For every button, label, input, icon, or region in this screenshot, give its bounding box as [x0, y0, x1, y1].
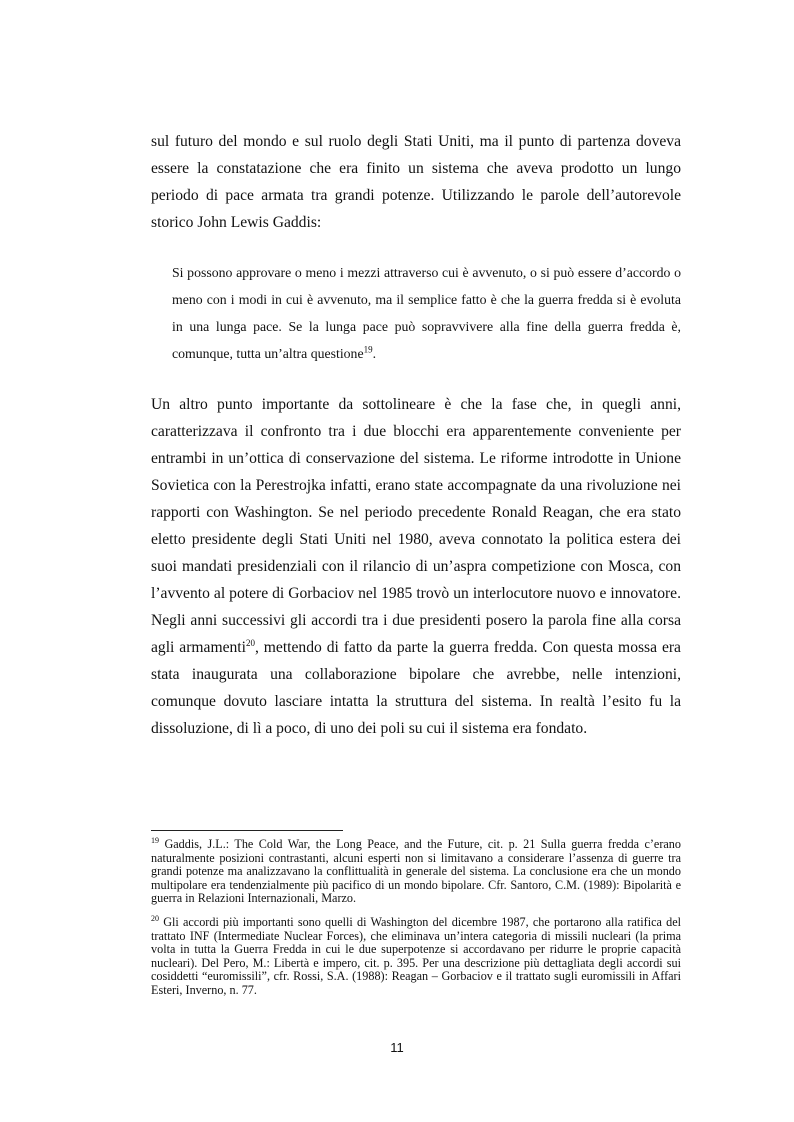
block-quote-text: Si possono approvare o meno i mezzi attraverso cui è avvenuto, o si può essere d’accordo o meno con i modi in cui è avvenuto, ma il semplice fatto è che la guerra fredda si è evoluta in una lunga pace. Se la lunga pace può sopravvivere alla fine della guerra fredda è, comunque, tutta un’altra questione [172, 265, 681, 361]
footnote-19 [151, 835, 681, 906]
page-number: 11 [390, 1040, 404, 1055]
footnote-19-number: 19 [151, 835, 159, 845]
footnote-20-text: Gli accordi più importanti sono quelli di Washington del dicembre 1987, che portarono alla ratifica del trattato INF (Intermediate Nuclear Forces), che eliminava un’intera categoria di missili nucleari (la prima volta in tutta la Guerra Fredda in cui le due superpotenze si accordavano per ridurre le proprie capacità nucleari). Del Pero, M.: Libertà e impero, cit. p. 395. Per una descrizione più dettagliata degli accordi sui cosiddetti “euromissili”, cfr. Rossi, S.A. (1988): Reagan – Gorbaciov e il trattato sugli euromissili in Affari Esteri, Inverno, n. 77. [151, 915, 681, 997]
body-paragraph-1: sul futuro del mondo e sul ruolo degli Stati Uniti, ma il punto di partenza doveva essere la constatazione che era finito un sistema che aveva prodotto un lungo periodo di pace armata tra grandi potenze. Utilizzando le parole dell’autorevole storico John Lewis Gaddis: [151, 133, 681, 231]
footnote-19-text: Gaddis, J.L.: The Cold War, the Long Peace, and the Future, cit. p. 21 Sulla guerra fredda c’erano naturalmente posizioni contrastanti, alcuni esperti non si limitavano a considerare l’assenza di guerre tra grandi potenze ma analizzavano la conflittualità in generale del sistema. La conclusione era che un mondo multipolare era tendenzialmente più pacifico di un mondo bipolare. Cfr. Santoro, C.M. (1989): Bipolarità e guerra in Relazioni Internazionali, Marzo. [151, 837, 681, 906]
footnote-20-number: 20 [151, 913, 159, 923]
body-paragraph-2-part-a: Un altro punto importante da sottolineare è che la fase che, in quegli anni, caratterizzava il confronto tra i due blocchi era apparentemente conveniente per entrambi in un’ottica di conservazione del sistema. Le riforme introdotte in Unione Sovietica con la Perestrojka infatti, erano state accompagnate da una rivoluzione nei rapporti con Washington. Se nel periodo precedente Ronald Reagan, che era stato eletto presidente degli Stati Uniti nel 1980, aveva connotato la politica estera dei suoi mandati presidenziali con il rilancio di un’aspra competizione con Mosca, con l’avvento al potere di Gorbaciov nel 1985 trovò un interlocutore nuovo e innovatore. Negli anni successivi gli accordi tra i due presidenti posero la parola fine alla corsa agli armamenti [151, 396, 681, 656]
body-paragraph-2 [151, 391, 681, 742]
footnote-ref-19[interactable]: 19 [363, 344, 373, 355]
block-quote-end: . [372, 346, 377, 361]
body-paragraph-2-part-b: , mettendo di fatto da parte la guerra fredda. Con questa mossa era stata inaugurata una collaborazione bipolare che avrebbe, nelle intenzioni, comunque dovuto lasciare intatta la struttura del sistema. In realtà l’esito fu la dissoluzione, di lì a poco, di uno dei poli su cui il sistema era fondato. [151, 639, 681, 737]
footnote-separator [151, 830, 343, 831]
block-quote [172, 259, 681, 367]
footnote-ref-20[interactable]: 20 [245, 637, 255, 648]
footnote-20 [151, 913, 681, 998]
